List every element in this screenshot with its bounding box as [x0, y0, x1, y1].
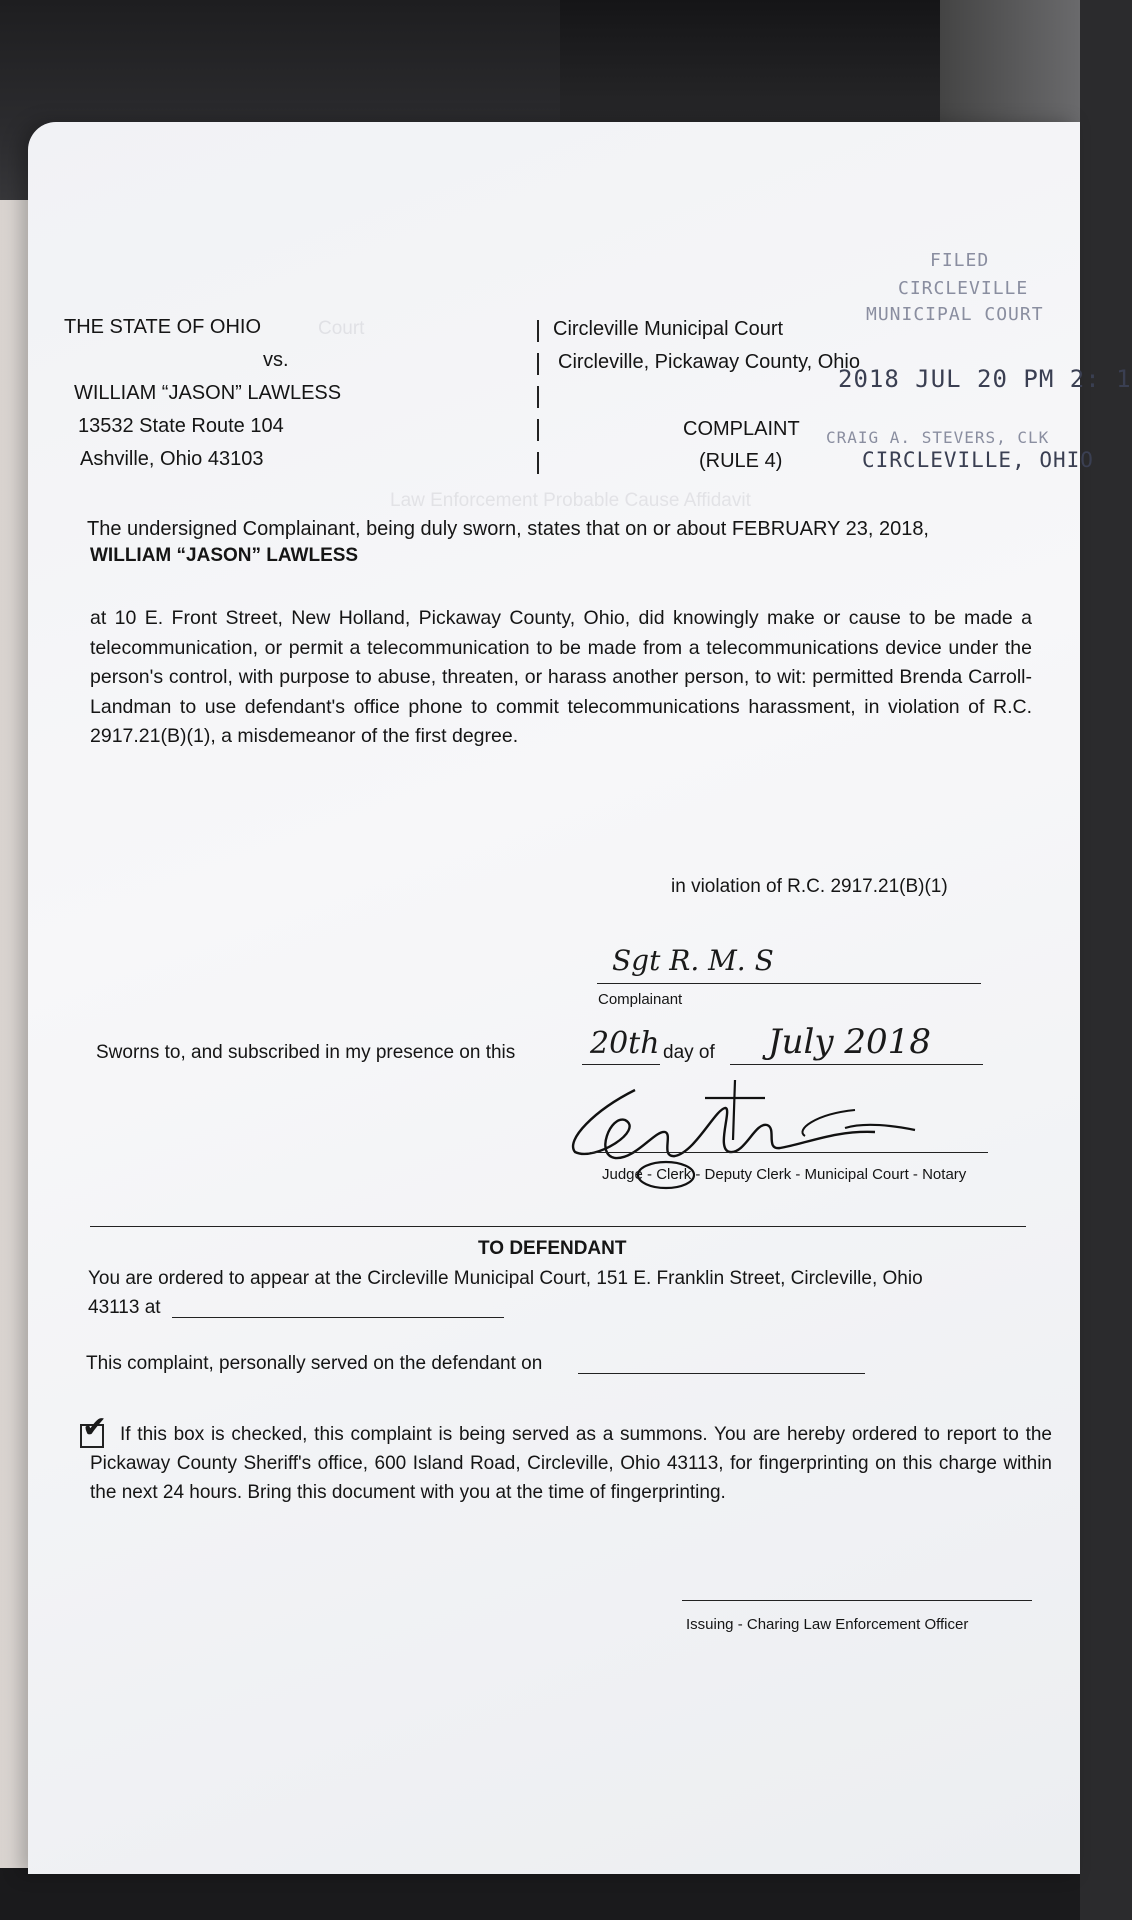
violation-reference: in violation of R.C. 2917.21(B)(1) [671, 876, 948, 897]
appear-zip: 43113 at [88, 1297, 161, 1318]
defendant-address-line2: Ashville, Ohio 43103 [80, 448, 264, 470]
versus-label: vs. [263, 349, 289, 371]
summons-statement: If this box is checked, this complaint is being served as a summons. You are hereby ordered to report to the Pickaway County Sheriff's office, 600 Island Road, Circleville, Ohio 43113, for fingerprinting on this charge within the next 24 hours. Bring this document with you at the time of fingerprinting. [90, 1424, 1052, 1503]
document-title: COMPLAINT [683, 418, 800, 440]
appear-instruction: You are ordered to appear at the Circleville Municipal Court, 151 E. Franklin Street, Circleville, Ohio [88, 1268, 923, 1289]
defendant-address-line1: 13532 State Route 104 [78, 415, 284, 437]
complainant-signature: Sgt R. M. S [612, 944, 774, 977]
stamp-filed: FILED [930, 250, 990, 271]
bleed-through-text: Law Enforcement Probable Cause Affidavit [390, 490, 751, 511]
notary-signature-line [590, 1152, 988, 1153]
sworn-day-of-label: day of [663, 1042, 715, 1063]
stamp-court: MUNICIPAL COURT [866, 304, 1044, 325]
served-statement: This complaint, personally served on the defendant on [86, 1353, 543, 1374]
officer-signature-line [682, 1600, 1032, 1601]
statement-intro: The undersigned Complainant, being duly sworn, states that on or about FEBRUARY 23, 2018, [87, 518, 929, 540]
notary-label: Judge - Clerk - Deputy Clerk - Municipal Court - Notary [602, 1166, 967, 1183]
statement-body [90, 604, 1032, 752]
stamp-date-time: 2018 JUL 20 PM 2: 1 [838, 365, 1132, 393]
section-divider [90, 1226, 1026, 1227]
sworn-statement: Sworns to, and subscribed in my presence on this [96, 1042, 516, 1063]
defendant-name: WILLIAM “JASON” LAWLESS [74, 382, 342, 404]
caption-divider [537, 419, 539, 441]
sworn-day: 20th [590, 1026, 660, 1061]
plaintiff-name: THE STATE OF OHIO [64, 316, 262, 338]
sworn-month-line [730, 1064, 983, 1065]
sworn-month-year: July 2018 [768, 1022, 931, 1062]
notary-signature [555, 1070, 925, 1170]
summons-checkmark-icon: ✔ [82, 1410, 108, 1445]
stamp-location: CIRCLEVILLE, OHIO [862, 448, 1094, 472]
complainant-signature-line [597, 983, 981, 984]
statement-defendant: WILLIAM “JASON” LAWLESS [90, 545, 359, 566]
court-location: Circleville, Pickaway County, Ohio [558, 351, 860, 373]
caption-divider [537, 386, 539, 408]
stamp-clerk: CRAIG A. STEVERS, CLK [826, 428, 1050, 447]
bleed-through-text: Court [318, 318, 365, 339]
served-date-line [578, 1373, 865, 1374]
statement-body-text: at 10 E. Front Street, New Holland, Pickaway County, Ohio, did knowingly make or cause to be made a telecommunication, or permit a telecommunication to be made from a telecommunications device under the person's control, with purpose to abuse, threaten, or harass another person, to wit: permitted Brenda Carroll-Landman to use defendant's office phone to commit telecommunications harassment, in violation of R.C. 2917.21(B)(1), a misdemeanor of the first degree. [90, 607, 1032, 747]
officer-label: Issuing - Charing Law Enforcement Officer [686, 1616, 969, 1633]
sworn-day-line [582, 1064, 660, 1065]
appear-time-line [172, 1317, 504, 1318]
stamp-city: CIRCLEVILLE [898, 278, 1029, 299]
complainant-label: Complainant [598, 991, 683, 1008]
document-rule: (RULE 4) [699, 450, 783, 472]
court-name: Circleville Municipal Court [553, 318, 784, 340]
to-defendant-heading: TO DEFENDANT [478, 1238, 627, 1259]
caption-divider [537, 353, 539, 375]
caption-divider [537, 320, 539, 342]
caption-divider [537, 452, 539, 474]
